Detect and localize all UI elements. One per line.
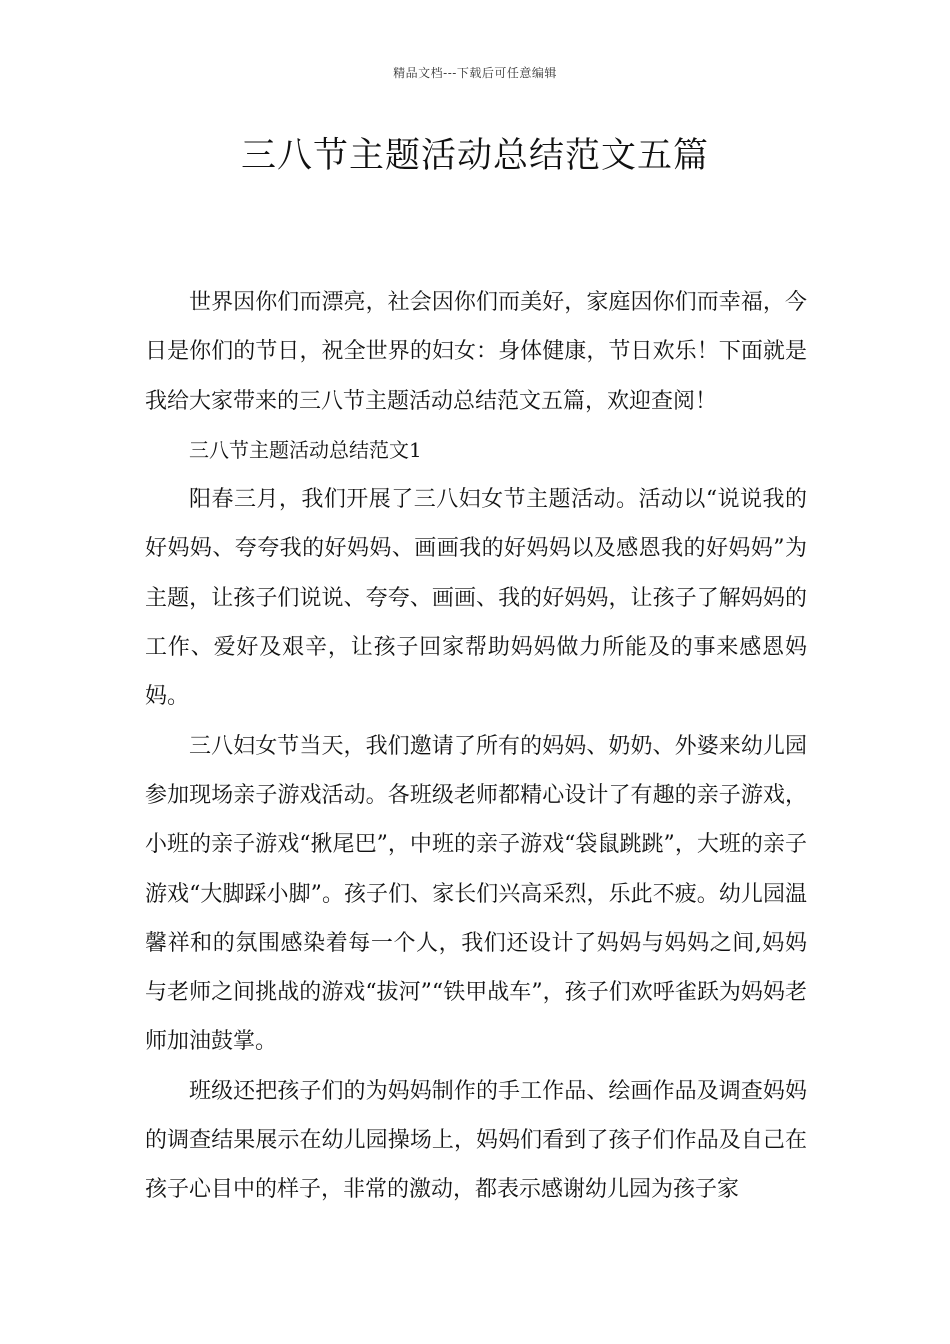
section-heading: 三八节主题活动总结范文1 [189,437,422,462]
document-title: 三八节主题活动总结范文五篇 [240,136,709,176]
body-paragraph: 班级还把孩子们的为妈妈制作的手工作品、绘画作品及调查妈妈的调查结果展示在幼儿园操场上，妈妈们看到了孩子们作品及自己在孩子心目中的样子，非常的激动，都表示感谢幼儿园为孩子家 [145,1078,807,1203]
body-paragraph: 三八妇女节当天，我们邀请了所有的妈妈、奶奶、外婆来幼儿园参加现场亲子游戏活动。各班级老师都精心设计了有趣的亲子游戏，小班的亲子游戏“揪尾巴”，中班的亲子游戏“袋鼠跳跳”，大班的亲子游戏“大脚踩小脚”。孩子们、家长们兴高采烈，乐此不疲。幼儿园温馨祥和的氛围感染着每一个人，我们还设计了妈妈与妈妈之间,妈妈与老师之间挑战的游戏“拔河”“铁甲战车”，孩子们欢呼雀跃为妈妈老师加油鼓掌。 [145,733,807,1055]
body-paragraph: 阳春三月，我们开展了三八妇女节主题活动。活动以“说说我的好妈妈、夸夸我的好妈妈、画画我的好妈妈以及感恩我的好妈妈”为主题，让孩子们说说、夸夸、画画、我的好妈妈，让孩子了解妈妈的工作、爱好及艰辛，让孩子回家帮助妈妈做力所能及的事来感恩妈妈。 [145,487,807,710]
document-body [145,278,807,1215]
intro-paragraph: 世界因你们而漂亮，社会因你们而美好，家庭因你们而幸福，今日是你们的节日，祝全世界的妇女：身体健康，节日欢乐！下面就是我给大家带来的三八节主题活动总结范文五篇，欢迎查阅！ [145,290,807,414]
page-header-note: 精品文档---下载后可任意编辑 [393,66,557,80]
